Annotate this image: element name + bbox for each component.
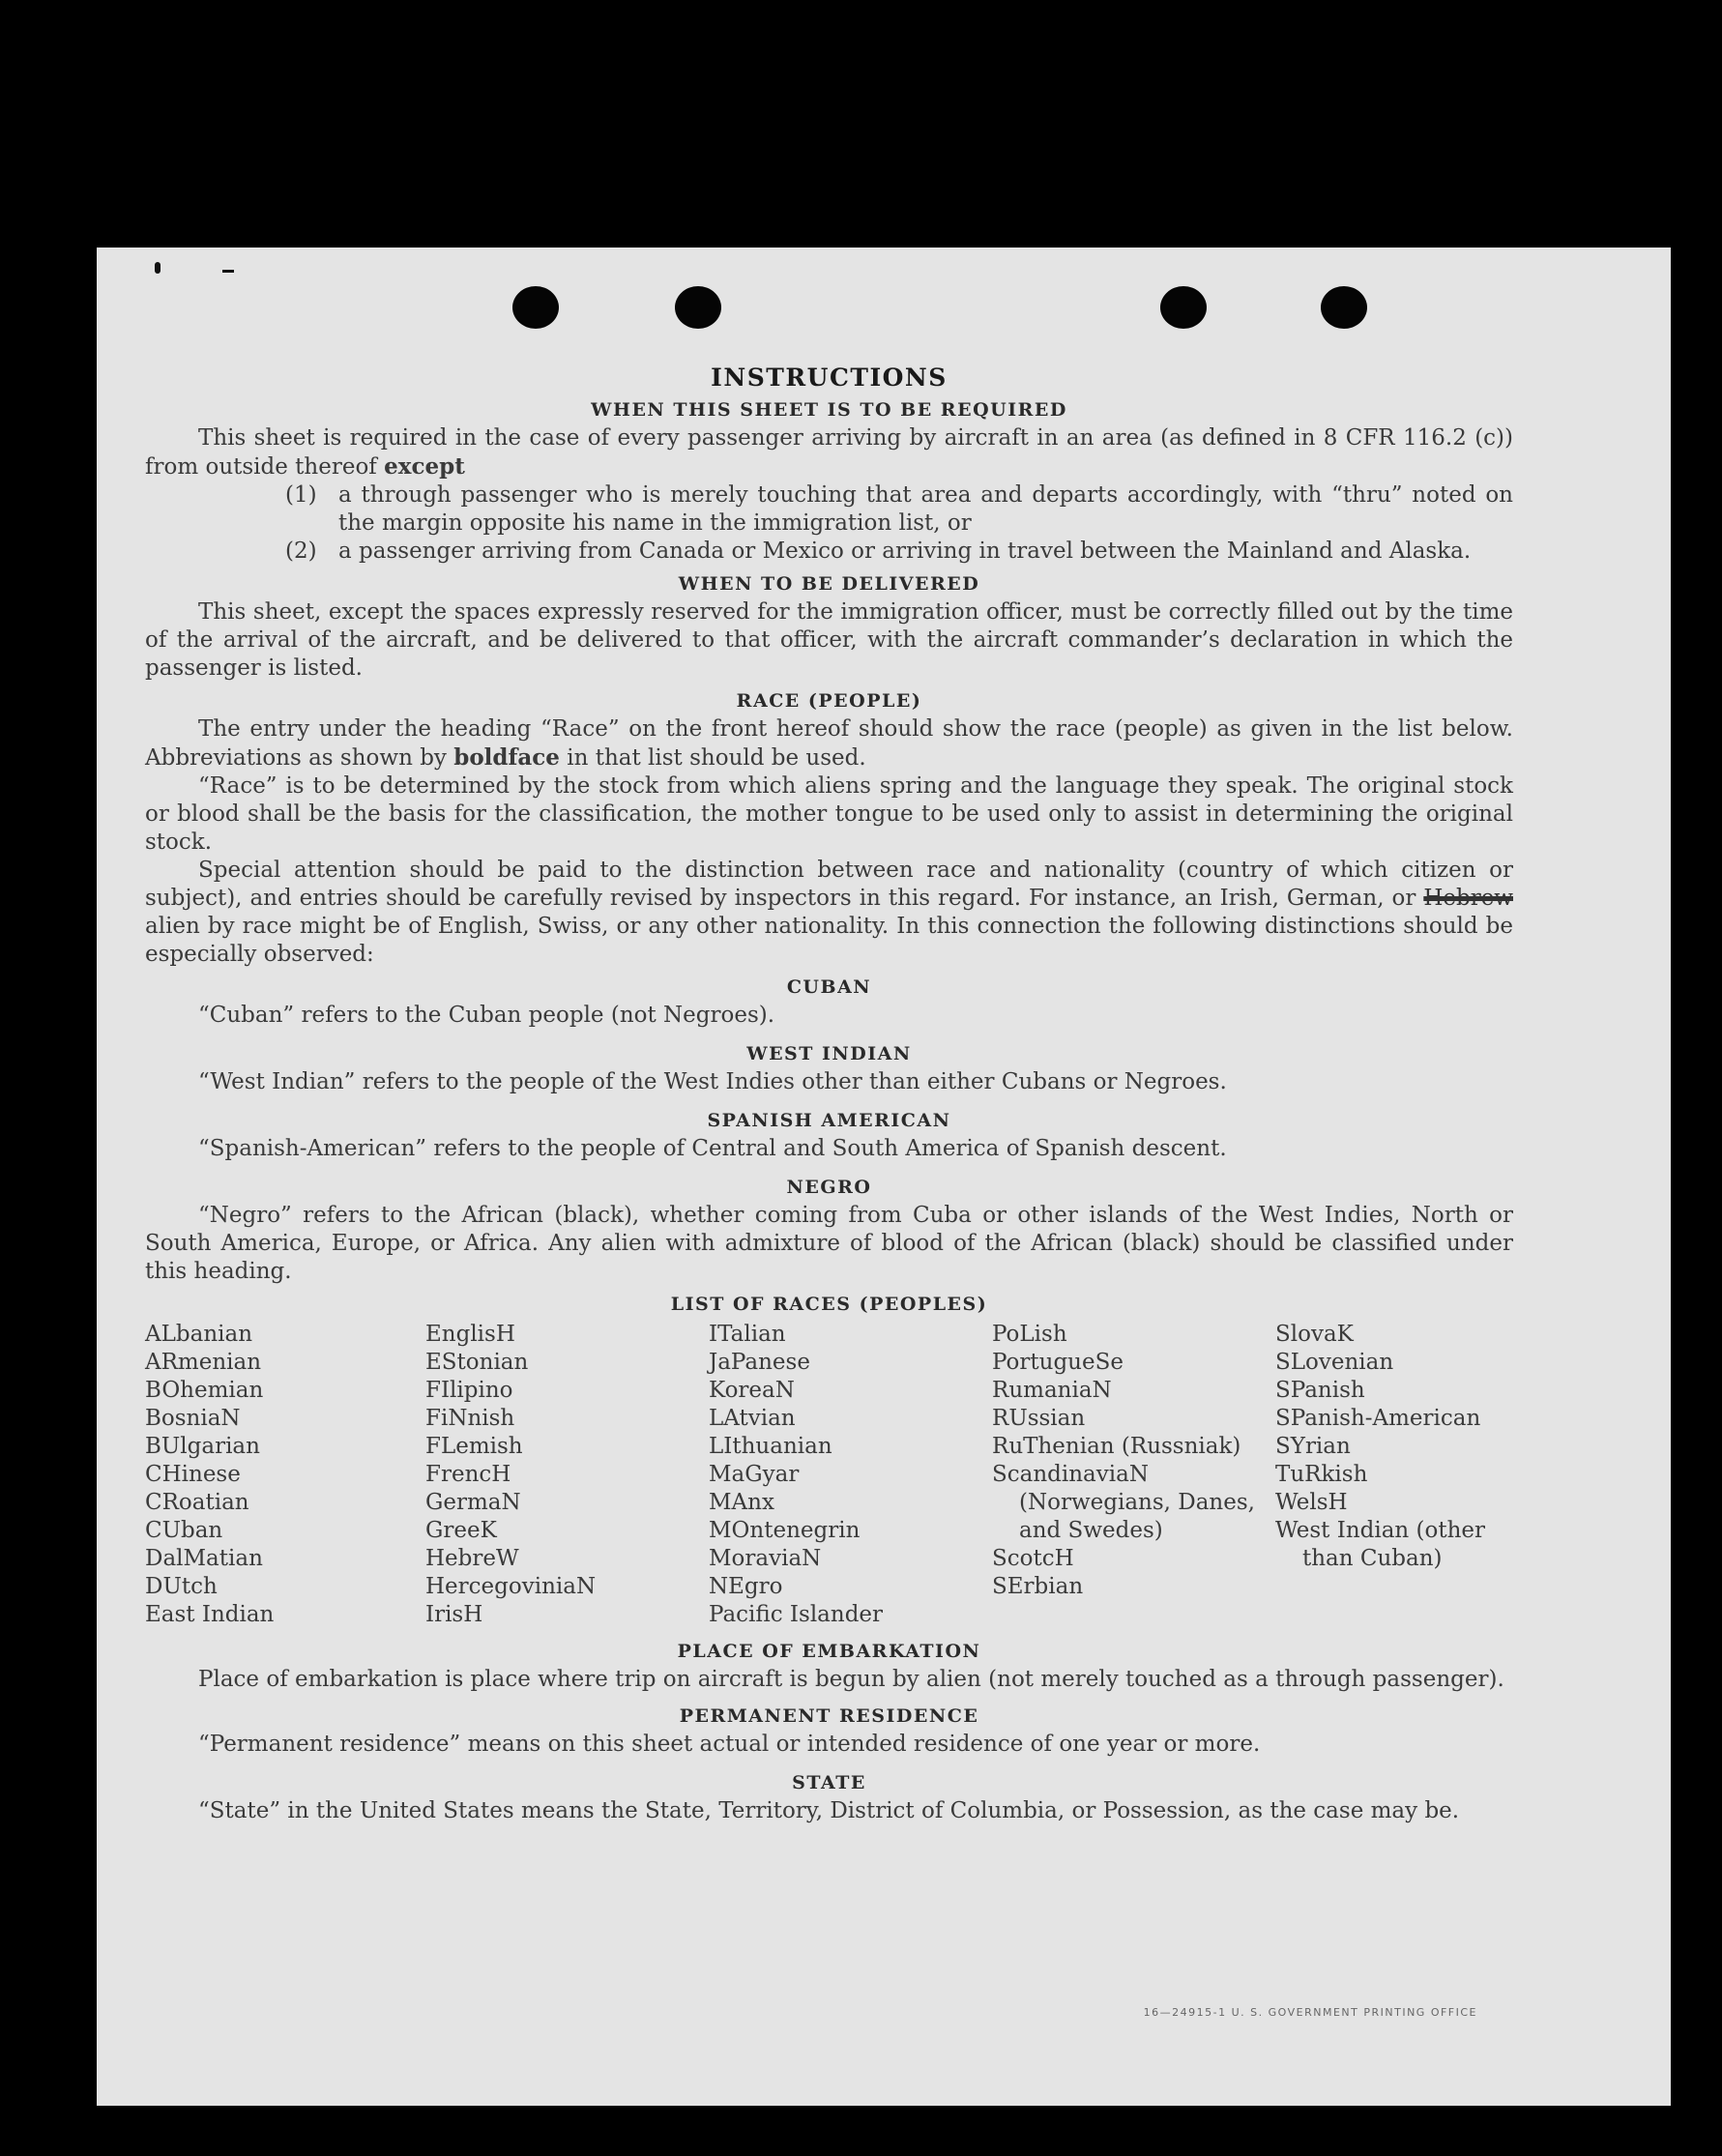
required-intro [145,424,1513,481]
struck-word: Hebrew [1423,886,1513,911]
race-item: RumaniaN [992,1378,1112,1403]
state-text: “State” in the United States means the State, Territory, District of Columbia, or Possession, as the case may be. [198,1798,1460,1823]
race-item: SErbian [992,1574,1084,1599]
race-item: WelsH [1275,1490,1348,1515]
race-item: RuThenian (Russniak) [992,1434,1241,1459]
race-item: PoLish [992,1322,1067,1347]
race-item: RUssian [992,1406,1086,1431]
race-item: ScotcH [992,1546,1074,1571]
race-item: East Indian [145,1602,275,1627]
race-paragraph-2: “Race” is to be determined by the stock from which aliens spring and the language they speak. The original stock or blood shall be the basis for the classification, the mother tongue to be used only to assist in determining the original stock. [145,773,1513,855]
race-item: CHinese [145,1462,241,1487]
required-list [145,481,1513,566]
races-column [709,1321,992,1629]
race-item: EStonian [425,1350,529,1375]
race-item: BUlgarian [145,1434,260,1459]
race-item: ARmenian [145,1350,262,1375]
section-heading-required: WHEN THIS SHEET IS TO BE REQUIRED [591,399,1067,421]
race-item: FiNnish [425,1406,515,1431]
race-item: LIthuanian [709,1434,832,1459]
item-text: a passenger arriving from Canada or Mexico or arriving in travel between the Mainland and Alaska. [338,539,1472,564]
section-heading-west-indian: WEST INDIAN [746,1043,912,1064]
negro-text: “Negro” refers to the African (black), whether coming from Cuba or other islands of the West Indies, North or South America, Europe, or Africa. Any alien with admixture of blood of the African (black) should be classified under this heading. [145,1203,1513,1284]
race-item: HebreW [425,1546,519,1571]
race-p1-text-end: in that list should be used. [567,745,866,771]
race-item: SlovaK [1275,1322,1354,1347]
print-office-code: 16—24915-1 U. S. GOVERNMENT PRINTING OFFICE [1143,2006,1477,2019]
race-item: FIlipino [425,1378,513,1403]
punch-hole [675,286,721,329]
race-item: Pacific Islander [709,1602,884,1627]
item-text: a through passenger who is merely touching that area and departs accordingly, with “thru” noted on the margin opposite his name in the immigration list, or [338,482,1513,536]
section-heading-embarkation: PLACE OF EMBARKATION [677,1641,981,1662]
races-column [145,1321,425,1629]
races-column [425,1321,709,1629]
race-item: DUtch [145,1574,218,1599]
race-item: GreeK [425,1518,497,1543]
race-item: EnglisH [425,1322,515,1347]
race-item: MAnx [709,1490,774,1515]
race-item: SLovenian [1275,1350,1394,1375]
races-column [992,1321,1275,1629]
race-item: MoraviaN [709,1546,822,1571]
list-item [145,481,1513,538]
document-sheet [97,248,1671,2106]
race-item: JaPanese [709,1350,810,1375]
race-item: NEgro [709,1574,783,1599]
race-item: BOhemian [145,1378,264,1403]
race-item: MaGyar [709,1462,800,1487]
race-item: FLemish [425,1434,523,1459]
punch-hole [1160,286,1207,329]
spanish-american-text: “Spanish-American” refers to the people of Central and South America of Spanish descent. [198,1136,1227,1161]
race-item: PortugueSe [992,1350,1124,1375]
race-item: HercegoviniaN [425,1574,597,1599]
section-heading-list-of-races: LIST OF RACES (PEOPLES) [670,1294,988,1315]
section-heading-delivered: WHEN TO BE DELIVERED [678,573,980,595]
race-item: DalMatian [145,1546,263,1571]
race-item: ITalian [709,1322,786,1347]
required-intro-text: This sheet is required in the case of every passenger arriving by aircraft in an area (as defined in 8 CFR 116.2 (c)) from outside thereof [145,425,1513,480]
race-item: IrisH [425,1602,483,1627]
race-paragraph-3 [145,857,1513,969]
race-p1-bold: boldface [453,744,560,771]
speck [222,270,234,273]
section-heading-cuban: CUBAN [786,976,872,998]
race-paragraph-1 [145,715,1513,772]
list-item [145,538,1513,566]
race-p3-text-end: alien by race might be of English, Swiss, or any other nationality. In this connection the following distinctions should be especially observed: [145,914,1513,967]
section-heading-race: RACE (PEOPLE) [736,690,922,712]
section-heading-negro: NEGRO [786,1177,872,1198]
section-heading-residence: PERMANENT RESIDENCE [679,1705,979,1727]
embarkation-text: Place of embarkation is place where trip on aircraft is begun by alien (not merely touched as a through passenger). [198,1667,1504,1692]
races-list [145,1321,1513,1629]
required-intro-bold: except [384,453,465,480]
race-item: SYrian [1275,1434,1351,1459]
instructions-content [145,364,1513,1825]
section-heading-spanish-american: SPANISH AMERICAN [707,1110,951,1131]
punch-hole [512,286,559,329]
delivered-text: This sheet, except the spaces expressly reserved for the immigration officer, must be correctly filled out by the time of the arrival of the aircraft, and be delivered to that officer, with the aircraft commander’s declaration in which the passenger is listed. [145,599,1513,681]
race-item: CRoatian [145,1490,249,1515]
cuban-text: “Cuban” refers to the Cuban people (not Negroes). [198,1003,775,1028]
race-item: BosniaN [145,1406,241,1431]
race-p1-text: The entry under the heading “Race” on the front hereof should show the race (people) as given in the list below. Abbreviations as shown by [145,716,1513,771]
race-item: CUban [145,1518,223,1543]
item-number: (1) [285,482,317,508]
race-item: ScandinaviaN (Norwegians, Danes, and Swedes) [992,1462,1255,1543]
races-column [1275,1321,1517,1629]
race-item: SPanish [1275,1378,1365,1403]
speck [155,262,161,274]
race-item: MOntenegrin [709,1518,861,1543]
race-item: SPanish-American [1275,1406,1481,1431]
race-item: KoreaN [709,1378,795,1403]
residence-text: “Permanent residence” means on this sheet actual or intended residence of one year or more. [198,1732,1261,1757]
race-item: LAtvian [709,1406,796,1431]
page-title: INSTRUCTIONS [711,364,948,392]
race-item: TuRkish [1275,1462,1368,1487]
race-item: ALbanian [145,1322,253,1347]
west-indian-text: “West Indian” refers to the people of the West Indies other than either Cubans or Negroes. [198,1069,1227,1094]
punch-hole [1321,286,1367,329]
race-item: FrencH [425,1462,511,1487]
section-heading-state: STATE [792,1772,866,1793]
item-number: (2) [285,539,317,564]
race-item: GermaN [425,1490,521,1515]
race-p3-text: Special attention should be paid to the distinction between race and nationality (country of which citizen or subject), and entries should be carefully revised by inspectors in this regard. For instance, an Irish, German, or [145,858,1513,911]
race-item: West Indian (other than Cuban) [1275,1518,1486,1571]
